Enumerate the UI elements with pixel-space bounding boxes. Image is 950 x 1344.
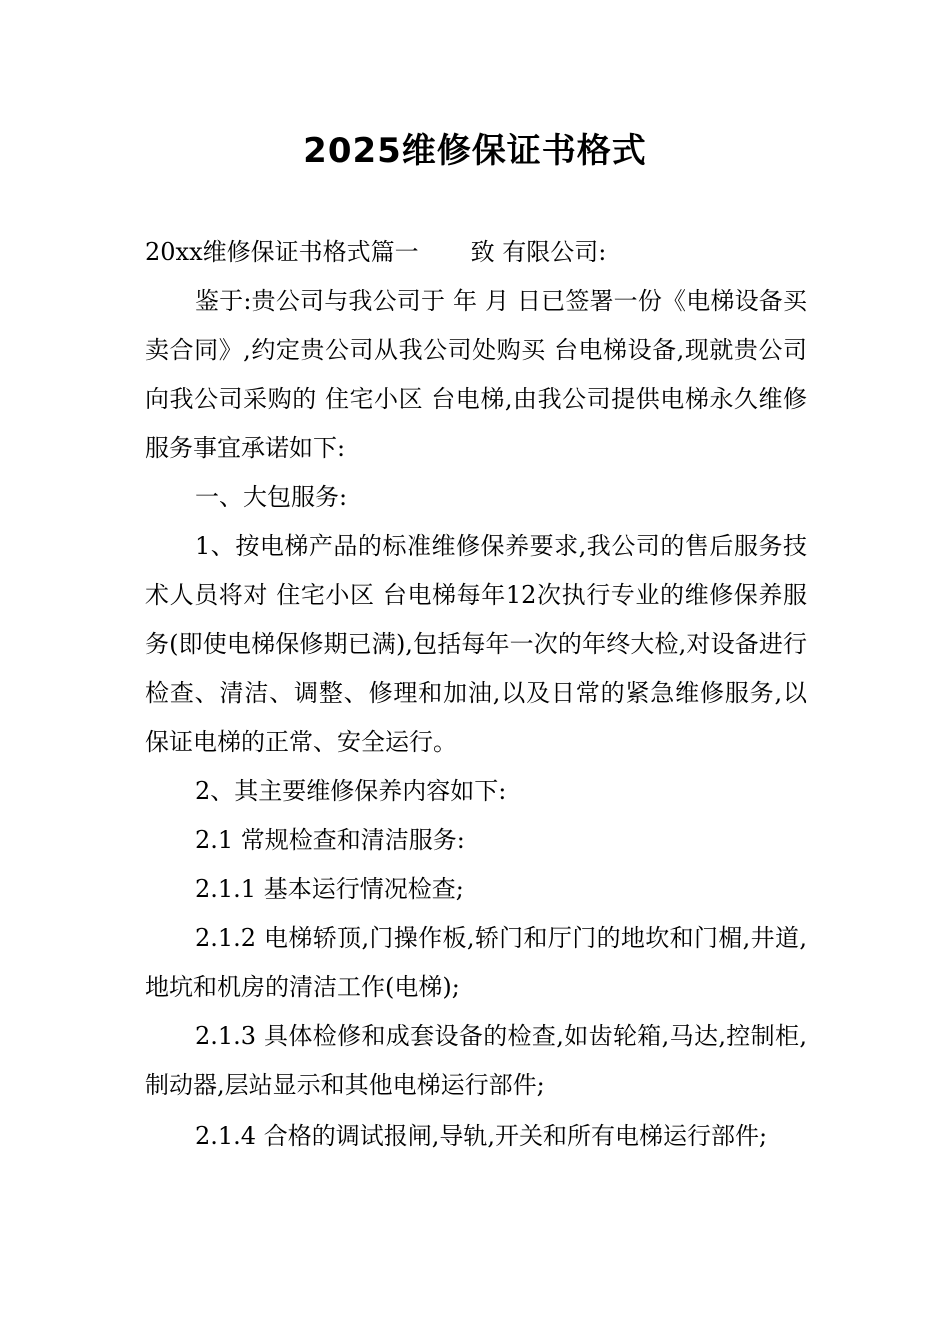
paragraph-item-2-1-2: 2.1.2 电梯轿顶,门操作板,轿门和厅门的地坎和门楣,井道,地坑和机房的清洁工作(电梯); [145, 924, 807, 1001]
addressee: 致 有限公司: [470, 238, 607, 266]
paragraph-item-2-1-3: 2.1.3 具体检修和成套设备的检查,如齿轮箱,马达,控制柜,制动器,层站显示和其他电梯运行部件; [145, 1022, 807, 1099]
document-body [145, 228, 807, 1161]
paragraph-item-2: 2、其主要维修保养内容如下: [195, 777, 507, 805]
paragraph-item-1: 1、按电梯产品的标准维修保养要求,我公司的售后服务技术人员将对 住宅小区 台电梯每年12次执行专业的维修保养服务(即使电梯保修期已满),包括每年一次的年终大检,对设备进行检查、清洁、调整、修理和加油,以及日常的紧急维修服务,以保证电梯的正常、安全运行。 [145, 532, 807, 756]
document-title: 2025维修保证书格式 [303, 131, 647, 171]
paragraph-item-2-1-1: 2.1.1 基本运行情况检查; [195, 875, 464, 903]
paragraph-item-2-1-4: 2.1.4 合格的调试报闸,导轨,开关和所有电梯运行部件; [195, 1122, 768, 1150]
opening-line [145, 228, 807, 277]
section-heading-1: 一、大包服务: [195, 483, 348, 511]
opening-heading: 20xx维修保证书格式篇一 [145, 238, 419, 266]
paragraph-recital: 鉴于:贵公司与我公司于 年 月 日已签署一份《电梯设备买卖合同》,约定贵公司从我公司处购买 台电梯设备,现就贵公司向我公司采购的 住宅小区 台电梯,由我公司提供电梯永久维修服务事宜承诺如下: [145, 287, 807, 462]
paragraph-item-2-1: 2.1 常规检查和清洁服务: [195, 826, 465, 854]
